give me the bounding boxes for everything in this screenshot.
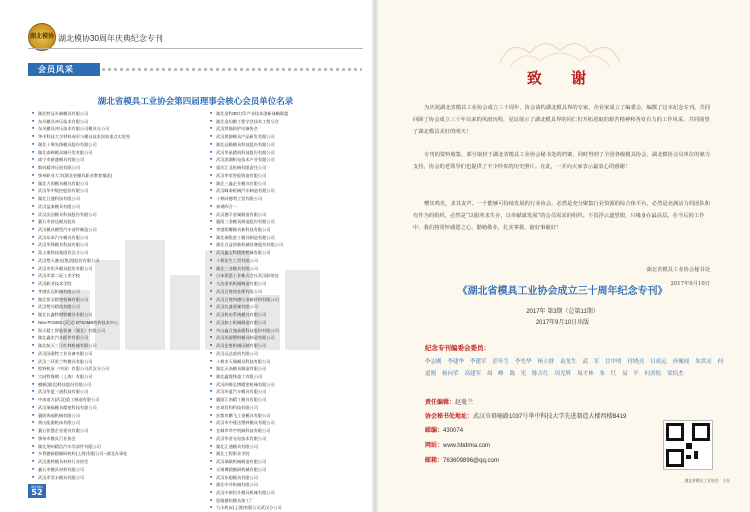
member-list-item: ■ 恩施德恒模具加工厂 xyxy=(210,497,370,505)
committee-member-name: 梁培杰 xyxy=(667,371,684,377)
member-list-item: ■ 重庆江北机械有限责任公司 xyxy=(210,164,370,172)
member-list-item: ■ 海天精工智能装备（湖北）有限公司 xyxy=(32,327,192,335)
association-logo xyxy=(28,23,56,51)
magazine-title: 《湖北省模具工业协会成立三十周年纪念专刊》 xyxy=(457,286,668,297)
email-line xyxy=(425,455,499,464)
member-list-item: ■ 宜城市华宇机械科技有限公司 xyxy=(210,427,370,435)
member-list-item: ■ 咸宁市新盛模具有限公司 xyxy=(32,156,192,164)
committee-member-name: 付晓亮 xyxy=(627,359,645,365)
member-list-item: ■ 湖北鑫宏汽车配件有限公司 xyxy=(32,334,192,342)
member-list-item: ■ 武汉扣工机械制造有限公司 xyxy=(210,319,370,327)
cloud-ornament xyxy=(490,33,630,71)
member-list-item: ■ 襄阳江南精工模具有限公司 xyxy=(210,396,370,404)
committee-member-name: 杨立群 xyxy=(537,359,555,365)
editor-label: 责任编辑： xyxy=(425,400,456,406)
member-list-item: ■ 湖北日盛科技有限公司 xyxy=(32,195,192,203)
member-list-item: ■ 武汉华锋模具科技有限公司 xyxy=(32,241,192,249)
member-list-item: ■ 武汉益泰模具有限公司 xyxy=(32,203,192,211)
member-list-item: ■ 武汉法因模具科技股份有限公司 xyxy=(32,211,192,219)
member-list-item: ■ 宏泰发和科技有限公司 xyxy=(210,404,370,412)
member-list-item: ■ 武汉楚天激光(集团)股份有限公司 xyxy=(32,257,192,265)
member-list-item: ■ 湖北鑫俊锋重工有限公司 xyxy=(210,373,370,381)
committee-names xyxy=(425,356,725,380)
member-list-item: ■ 湖北三鑫企业模具有限公司 xyxy=(210,180,370,188)
member-list-item: ■ 武汉华夏汽车模具有限公司 xyxy=(210,388,370,396)
thanks-paragraph-2: 专刊的资料收集，部分取材于湖北省模具工业协会秘书处的档案，同时得到了全国各级模具协会、湖北模协会员单位的鼎力支持，协会的老领导们也提供了不少珍贵的历史照片。在此，一并向大家表示最衷心的感谢！ xyxy=(413,152,711,170)
member-list-item: ■ 武汉德孚金属制造有限公司 xyxy=(210,211,370,219)
committee-member-name: 何道刚 xyxy=(425,359,724,377)
member-list-item: ■ 黄山能源机床有限公司 xyxy=(32,419,192,427)
member-list-item: ■ 宏都市鹏飞工金模具有限公司 xyxy=(210,412,370,420)
member-list-item: ■ 武汉百胜热处理有限公司 xyxy=(210,288,370,296)
committee-member-name: 周光辉 xyxy=(554,371,572,377)
committee-member-name: 陈吉红 xyxy=(532,371,549,377)
member-list-item: ■ 武汉瑞联机械制造有限公司 xyxy=(210,458,370,466)
member-list-item: ■ 无锡博精模研机械有限公司 xyxy=(210,466,370,474)
member-list-item: ■ 武汉奥特模具材料行业协会 xyxy=(32,458,192,466)
member-list-item: ■ 武汉瑞福模具精密科技有限公司 xyxy=(32,404,192,412)
member-list-item: ■ 武汉市美丰模具有限公司 xyxy=(32,474,192,482)
postcode-line xyxy=(425,425,463,434)
committee-member-name: 朱洪亮 xyxy=(695,359,712,365)
member-list-item: ■ 湖北特冠车辆模具有限公司 xyxy=(32,110,192,118)
address-line xyxy=(425,411,626,420)
member-list-item: ■ 武汉华星精机科技股份有限公司 xyxy=(210,149,370,157)
member-list-item: ■ 湖北中升机械有限公司 xyxy=(210,481,370,489)
member-list-item: ■ 武汉中新恒升模具机械有限公司 xyxy=(210,489,370,497)
qr-code-icon xyxy=(663,420,713,470)
committee-member-name: 何劲松 xyxy=(644,371,662,377)
section-dotted-rule xyxy=(102,68,362,71)
header-title: 湖北模协30周年庆典纪念专刊 xyxy=(58,34,163,43)
committee-member-name: 周 峰 xyxy=(487,371,504,377)
website-line xyxy=(425,440,490,449)
member-list-item: ■ 武汉市恒升模具股份有限公司 xyxy=(32,265,192,273)
member-list-item: ■ 湖北金坦模工程学会技术工程分会 xyxy=(210,118,370,126)
member-list-item: ■ 武汉职业技术学院 xyxy=(32,280,192,288)
member-list-item: ■ 武汉模具模型汽车部件制造公司 xyxy=(32,226,192,234)
member-list-item: ■ 湖北工程职业学院 xyxy=(210,450,370,458)
committee-member-name: 高建军 xyxy=(464,371,482,377)
member-list-item: ■ 武汉滨湖机电技术产业有限公司 xyxy=(210,156,370,164)
member-list-item: ■ 襄阳奔福机械有限公司 xyxy=(32,412,192,420)
signature-date: 2017年9月10日 xyxy=(670,281,710,287)
email-value: 763609896@qq.com xyxy=(443,458,499,464)
committee-member-name: 李建华 xyxy=(447,359,465,365)
committee-member-name: 彭年生 xyxy=(492,359,510,365)
postcode-value: 430074 xyxy=(443,428,464,434)
committee-member-name: 甘中明 xyxy=(605,359,622,365)
publish-date: 2017年9月10日出版 xyxy=(535,320,590,326)
committee-member-name: 易 平 xyxy=(622,371,639,377)
member-list-item: ■ 湖北泰辉模具城开发有限公司 xyxy=(32,149,192,157)
website-value: www.hbdmia.com xyxy=(443,443,491,449)
address-value: 武汉市珞喻路1037号华中科技大学先进制造大楼西楼B419 xyxy=(473,414,627,420)
member-list-item: ■ 武汉楚河精机有限公司 xyxy=(32,303,192,311)
committee-member-name: 朱 红 xyxy=(599,371,617,377)
email-label: 邮箱： xyxy=(425,458,444,464)
address-label: 协会秘书处地址： xyxy=(425,414,474,420)
member-list-item: ■ New PCEBG (武汉) DTSAMB机构技术中心 xyxy=(32,319,192,327)
member-list-item: ■ 鄂州职业大学(湖北省模具职业教育集团) xyxy=(32,172,192,180)
page-label: 湖北模协 xyxy=(30,485,43,489)
committee-member-name: 袁龙生 xyxy=(560,359,577,365)
member-list-item: ■ 湖北瑞锐金工模具制造有限公司 xyxy=(210,234,370,242)
member-list-item: ■ 武汉市中燕达塑料模具有限公司 xyxy=(210,419,370,427)
member-list-item: ■ 十堰佳生工贸有限公司 xyxy=(210,257,370,265)
member-list-item: ■ 武汉远达重机有限公司 xyxy=(210,350,370,358)
member-list-item: ■ 湖北长鑫特钢铁模具有限公司 xyxy=(32,311,192,319)
member-list-item: ■ 湖北百益创新机械装备股份有限公司 xyxy=(210,241,370,249)
member-list-item: ■ 武汉琪源模具产品研发有限公司 xyxy=(210,133,370,141)
member-list-item: ■ 武汉东本汽车模具有限公司 xyxy=(32,234,192,242)
member-list-item: ■ 湖北三业模具有限公司 xyxy=(210,265,370,273)
page-gutter xyxy=(372,0,378,512)
member-list-item: ■ 牧野机床（中国）有限公司武汉分公司 xyxy=(32,365,192,373)
member-list-item: ■ 武汉国嘉特工业设备有限公司 xyxy=(32,350,192,358)
member-list-item: ■ 东风模具冲压技术有限公司 xyxy=(32,118,192,126)
member-list-item: ■ 大冶金来机械制造有限公司 xyxy=(210,280,370,288)
committee-member-name: 李先华 xyxy=(515,359,532,365)
member-list-item: ■ 东风模具冲压技术有限公司模具分公司 xyxy=(32,125,192,133)
member-list-item: ■ 多利德新精模研机构(上海)有限公司--湖北办事处 xyxy=(32,450,192,458)
member-list-item: ■ 武汉市第二轻工业学校 xyxy=(32,272,192,280)
committee-member-name: 周才林 xyxy=(577,371,594,377)
website-label: 网站： xyxy=(425,443,444,449)
member-list-item: ■ 武汉铁锚防护设备协会 xyxy=(210,125,370,133)
committee-member-name: 孙豫闻 xyxy=(672,359,690,365)
member-list-item: ■ 十堰同德利工贸有限公司 xyxy=(210,195,370,203)
member-list-item: ■ 湖北航天三江红林机械有限公司 xyxy=(32,342,192,350)
member-list-item: ■ 武汉机布系统模具有限公司 xyxy=(210,311,370,319)
member-list-item: ■ 湖北十堰先锋模具股份有限公司 xyxy=(32,141,192,149)
member-list-item: ■ 泰钢四合一 xyxy=(210,203,370,211)
postcode-label: 邮编： xyxy=(425,428,444,434)
member-list-item: ■ 武汉华中数控股份有限公司 xyxy=(32,187,192,195)
thanks-paragraph-1: 为庆祝湖北省模具工业协会成立三十周年，协会请约湖北模具界的专家、企业家成立了编委会，编撰了这本纪念专刊。共同回顾了协会成立三十年以来的风雨历程，见证展示了湖北模具界的同仁们开拓进取的艰苦精神和各发有力的工作风采，共同展望了湖北模具美好的明天！ xyxy=(413,105,711,135)
member-list-item: ■ 武汉四维弘博精密机械有限公司 xyxy=(210,381,370,389)
header-divider xyxy=(28,48,363,49)
member-list-column-2 xyxy=(210,110,370,512)
committee-member-name: 武 军 xyxy=(582,359,600,365)
member-list-item: ■ 湖北远瞻模具科技股份有限公司 xyxy=(210,141,370,149)
member-list-item: ■ 力丰机床(上海)有限公司武汉分公司 xyxy=(210,504,370,512)
member-list-item: ■ 数码精冲压机有限公司 xyxy=(32,164,192,172)
committee-member-name: 李志刚 xyxy=(425,359,442,365)
page-number: 52 xyxy=(31,488,43,497)
member-list-item: ■ 中南南方(武汉)重工制造有限公司 xyxy=(32,396,192,404)
member-list-item: ■ 武汉凤源塑料模具制造有限公司 xyxy=(210,334,370,342)
committee-member-name: 陈 见 xyxy=(509,371,527,377)
member-list-item: ■ 武汉峰泰机械汽车制造有限公司 xyxy=(210,187,370,195)
member-list-item: ■ 武汉百胜和德压金属材料有限公司 xyxy=(210,296,370,304)
thanks-paragraph-3: 嘤其鸣矣，求其友声。一个能够可持续发展的行业协会，必然是充分聚集行业资源的综合体平台，必然是充满活力的团队和有作为的组织，必然是“以服务求生存，以奉献谋发展”的会员需求的组织。不畏浮云遮望眼，只缘身在最高层。在今后的工作中，我们将常怀感恩之心，勤勉敬业，扎实掌握，披好事毅好！ xyxy=(413,201,711,231)
member-list-item: ■ 模帜(湖北)科技股份有限公司 xyxy=(32,381,192,389)
editor-name: 赵曼兰 xyxy=(455,400,474,406)
member-list-item: ■ 武汉华晋光电技术有限公司 xyxy=(210,435,370,443)
section-label: 会员风采 xyxy=(38,65,74,74)
member-list-item: ■ 富士康科技集团武汉分公司 xyxy=(32,249,192,257)
member-list-item: ■ 襄石智慧企业建设有限公司 xyxy=(32,427,192,435)
member-list-item: ■ 襄石市持达模具股份 xyxy=(32,218,192,226)
committee-label: 纪念专刊编委会委员： xyxy=(425,345,490,352)
member-list-item: ■ 武汉华堂智能铸造有限公司 xyxy=(210,172,370,180)
member-list-item: ■ 湖北恒宝精密机械有限公司 xyxy=(32,296,192,304)
editor-line xyxy=(425,397,473,406)
member-list-item: ■ 襄石市模具材料有限公司 xyxy=(32,466,192,474)
member-list-item: ■ 武汉东超模具有限公司 xyxy=(210,474,370,482)
member-list-item: ■ 孝感宏远机械有限公司 xyxy=(32,288,192,296)
logo-text: 湖北模协 xyxy=(29,33,54,40)
committee-member-name: 杨向荣 xyxy=(442,371,459,377)
member-list-item: ■ 武汉佳胜机械压制有限公司 xyxy=(210,342,370,350)
member-list-item: ■ 武汉鑫宝科精密机械有限公司 xyxy=(210,249,370,257)
committee-member-name: 吕成远 xyxy=(650,359,667,365)
member-list-item: ■ 湖北天高模具制造有限公司 xyxy=(210,365,370,373)
member-list-item: ■ 襄阳三金模具制造股份有限公司 xyxy=(210,218,370,226)
issue-line: 2017年 第3期（总第11期） xyxy=(526,309,599,315)
signature: 湖北省模具工业协会秘书处 xyxy=(646,267,710,273)
member-list-item: ■ 华中科技大学材料成形与模具技术国家重点实验室 xyxy=(32,133,192,141)
member-list-item: ■ 湖北汇通模具有限公司 xyxy=(210,443,370,451)
committee-member-name: 李建军 xyxy=(470,359,487,365)
member-list-item: ■ 武汉长盛金属有限公司 xyxy=(210,303,370,311)
publisher-line: 湖北省模具工业协会 主办 xyxy=(684,479,730,483)
member-list-column-1 xyxy=(32,110,192,481)
member-list-item: ■ 中山鑫百盛高精科技股份有限公司 xyxy=(210,327,370,335)
member-list-item: ■ 十堰市天瑞模具科技有限公司 xyxy=(210,358,370,366)
member-list-item: ■ 武汉华夏三通科技有限公司 xyxy=(32,388,192,396)
member-list-item: ■ 湖北金和3D打印产业技术创新战略联盟 xyxy=(210,110,370,118)
member-list-item: ■ 孝感翔鹰模具新科技有限公司 xyxy=(210,226,370,234)
member-list-title: 湖北省模具工业协会第四届理事会核心会员单位名录 xyxy=(97,96,294,106)
member-list-item: ■ 湖北力固模具模具有限公司 xyxy=(32,180,192,188)
section-label-bar xyxy=(28,63,100,76)
member-list-item: ■ 大同特殊钢（上海）有限公司 xyxy=(32,373,192,381)
member-list-item: ■ 湖北荆州精信汽车零部件有限公司 xyxy=(32,443,192,451)
member-list-item: ■ 武汉三环雷兰特模具有限公司 xyxy=(32,358,192,366)
member-list-item: ■ 日本莱恩工业株式会社武汉联络处 xyxy=(210,272,370,280)
member-list-item: ■ 鄂州市模具行业协会 xyxy=(32,435,192,443)
page-number-badge xyxy=(28,484,46,498)
thanks-title: 致 谢 xyxy=(526,69,599,87)
